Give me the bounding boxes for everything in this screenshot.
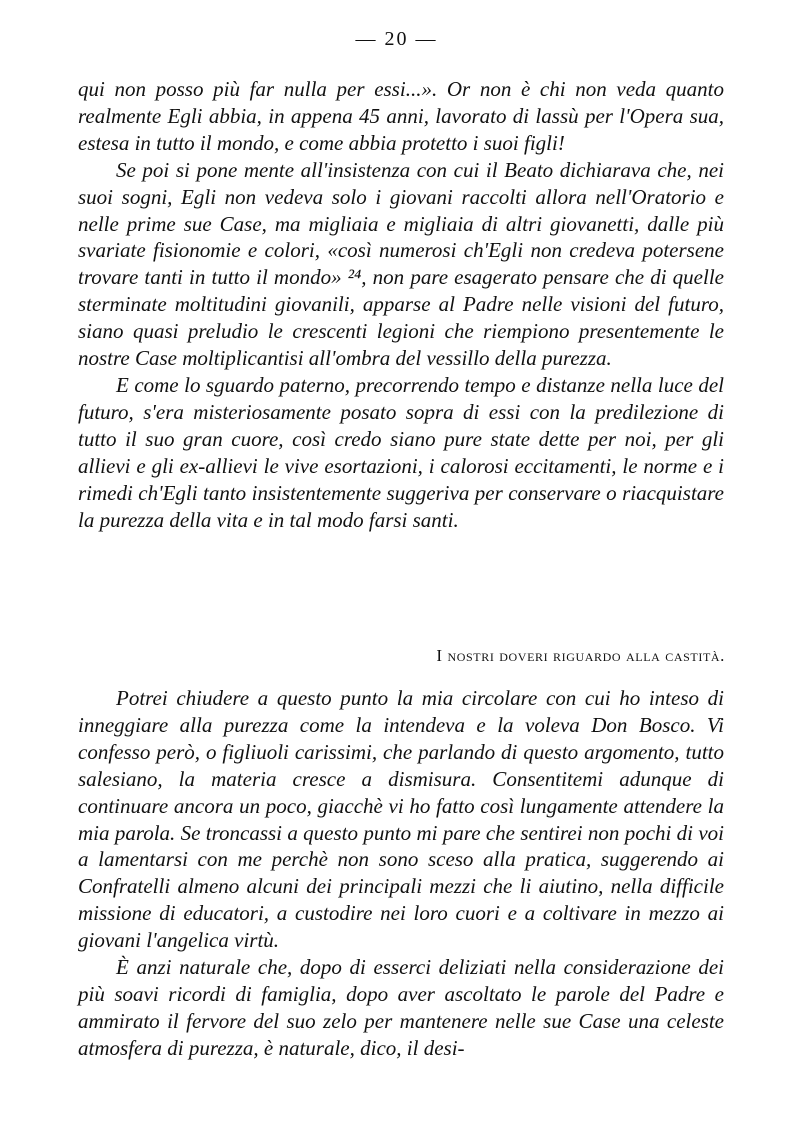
paragraph: qui non posso più far nulla per essi...». Or non è chi non veda quanto realmente Egli abbia, in appena 45 anni, lavorato di lassù per l'Opera sua, estesa in tutto il mondo, e come abbia protetto i suoi figli! [78,77,724,155]
paragraph: E come lo sguardo paterno, precorrendo tempo e distanze nella luce del futuro, s'era misteriosamente posato sopra di essi con la predilezione di tutto il suo gran cuore, così credo siano pure state dette per noi, per gli allievi e gli ex-allievi le vive esortazioni, i calorosi eccitamenti, le norme e i rimedi ch'Egli tanto insistentemente suggeriva per conservare o riacquistare la purezza della vita e in tal modo farsi santi. [78,372,724,532]
page-number: — 20 — [355,28,438,50]
section-heading: I nostri doveri riguardo alla castità. [436,646,725,665]
top-text-block [78,76,724,533]
paragraph: È anzi naturale che, dopo di esserci deliziati nella considerazione dei più soavi ricordi di famiglia, dopo aver ascoltato le parole del Padre e ammirato il fervore del suo zelo per mantenere nelle sue Case una celeste atmosfera di purezza, è naturale, dico, il desi- [78,955,724,1060]
paragraph: Potrei chiudere a questo punto la mia circolare con cui ho inteso di inneggiare alla purezza come la intendeva e la voleva Don Bosco. Vi confesso però, o figliuoli carissimi, che parlando di questo argomento, tutto salesiano, la materia cresce a dismisura. Consentitemi adunque di continuare ancora un poco, giacchè vi ho fatto così lungamente attendere la mia parola. Se troncassi a questo punto mi pare che sentirei non pochi di voi a lamentarsi con me perchè non sono sceso alla pratica, suggerendo ai Confratelli almeno alcuni dei principali mezzi che li aiutino, nella difficile missione di educatori, a custodire nei loro cuori e a coltivare in mezzo ai giovani l'angelica virtù. [78,686,724,953]
paragraph: Se poi si pone mente all'insistenza con cui il Beato dichiarava che, nei suoi sogni, Egli non vedeva solo i giovani raccolti allora nell'Oratorio e nelle prime sue Case, ma migliaia e migliaia di altri giovanetti, dalle più svariate fisionomie e colori, «così numerosi ch'Egli non credeva potersene trovare tanti in tutto il mondo» ²⁴, non pare esagerato pensare che di quelle sterminate moltitudini giovanili, apparse al Padre nelle visioni del futuro, siano quasi preludio le crescenti legioni che riempiono presentemente le nostre Case moltiplicantisi all'ombra del vessillo della purezza. [78,157,724,371]
bottom-text-block [78,685,724,1062]
